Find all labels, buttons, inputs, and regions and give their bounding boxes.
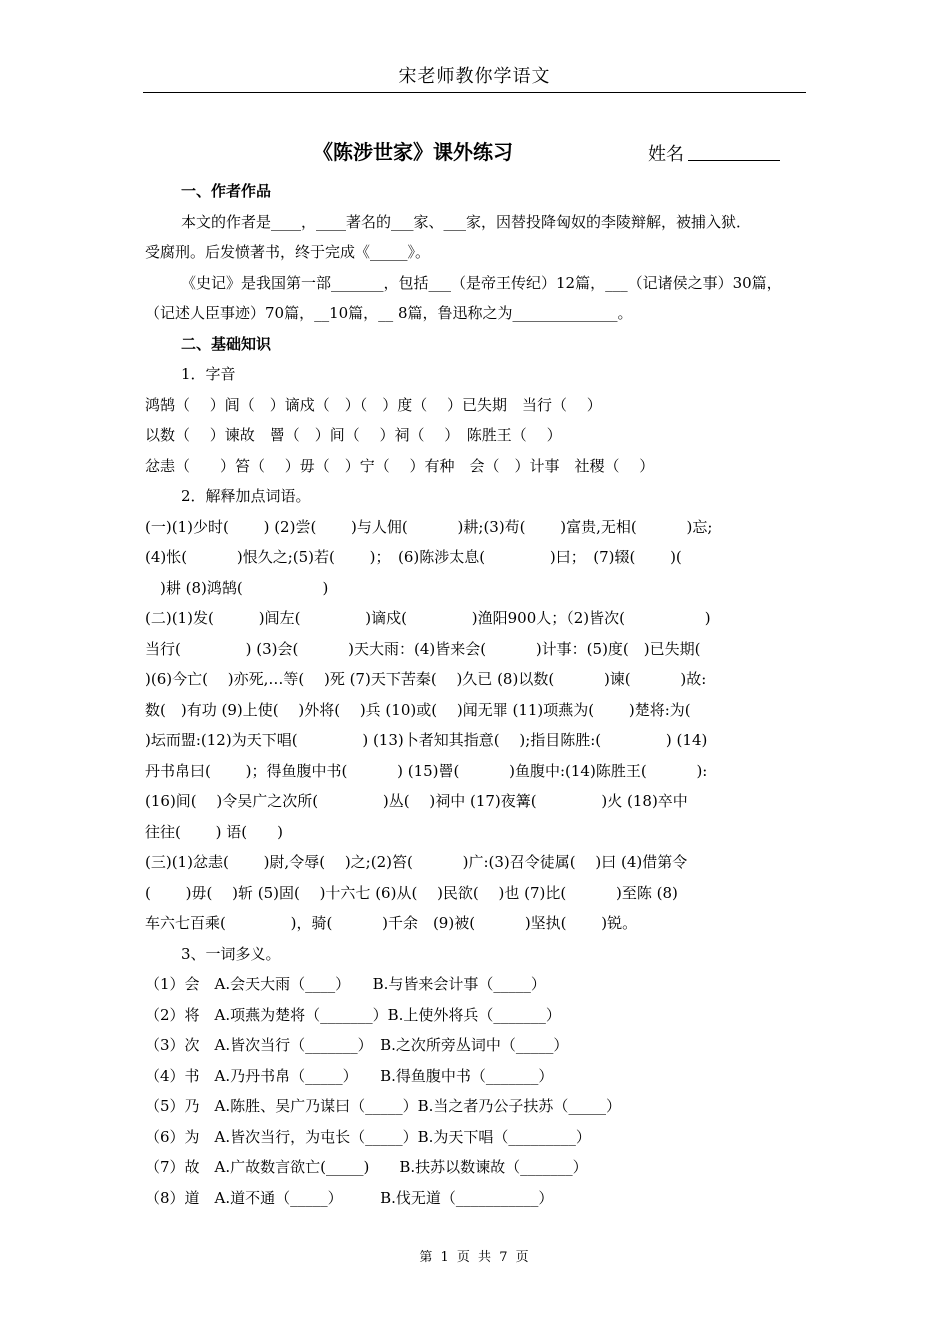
text-line: )坛而盟:(12)为天下唱( ) (13)卜者知其指意( );指目陈胜:( ) (14) [145, 731, 708, 749]
text-line: 车六七百乘( )，骑( )千余 (9)被( )坚执( )锐。 [145, 914, 638, 932]
text-line: 数( )有功 (9)上使( )外将( )兵 (10)或( )闻无罪 (11)项燕为( )楚将:为( [145, 700, 691, 719]
polysemy-item: （7）故 A.广故数言欲亡(_____) B.扶苏以数谏故（_______） [145, 1158, 588, 1176]
polysemy-item: （8）道 A.道不通（_____） B.伐无道（___________） [145, 1188, 554, 1207]
polysemy-item: （5）乃 A.陈胜、吴广乃谋曰（_____）B.当之者乃公子扶苏（_____） [145, 1097, 621, 1115]
page-header: 宋老师教你学语文 [143, 62, 806, 93]
page-footer: 第 1 页 共 7 页 [419, 1250, 531, 1265]
text-line: )耕 (8)鸿鹄( ) [145, 578, 329, 597]
subsection-title: 3、一词多义。 [181, 944, 281, 963]
worksheet-title: 《陈涉世家》课外练习 [313, 140, 513, 164]
name-label: 姓名 [648, 144, 684, 165]
text-line: （记述人臣事迹）70篇，__10篇，__ 8篇，鲁迅称之为______________。 [145, 304, 633, 322]
text-line: 本文的作者是____，____著名的___家、___家，因替投降匈奴的李陵辩解，被捕入狱． [181, 212, 752, 231]
text-line: 以数（ ）谏故 罾（ ）间（ ）祠（ ） 陈胜王（ ） [145, 426, 562, 444]
text-line: (4)怅( )恨久之;(5)若( )； (6)陈涉太息( )曰； (7)辍( )( [145, 548, 682, 566]
subsection-title: 1．字音 [181, 365, 236, 383]
polysemy-item: （4）书 A.乃丹书帛（_____） B.得鱼腹中书（_______） [145, 1066, 554, 1085]
polysemy-item: （1）会 A.会天大雨（____） B.与皆来会计事（_____） [145, 975, 546, 993]
title-row [143, 136, 806, 170]
text-line: (16)间( )令吴广之次所( )丛( )祠中 (17)夜篝( )火 (18)卒中 [145, 792, 688, 810]
text-line: 往往( ) 语( ) [145, 822, 283, 841]
text-line: 丹书帛曰( )；得鱼腹中书( ) (15)罾( )鱼腹中:(14)陈胜王( ): [145, 761, 708, 780]
polysemy-item: （2）将 A.项燕为楚将（_______）B.上使外将兵（_______） [145, 1005, 561, 1024]
text-line: 鸿鹄（ ）闾（ ）谪戍（ ）（ ）度（ ）已失期 当行（ ） [145, 395, 602, 414]
polysemy-item: （6）为 A.皆次当行，为屯长（_____）B.为天下唱（_________） [145, 1127, 591, 1146]
text-line: ( )毋( )斩 (5)固( )十六七 (6)从( )民欲( )也 (7)比( )至陈 (8) [145, 883, 678, 902]
section-heading-author: 一、作者作品 [181, 182, 272, 200]
text-line: 忿恚（ ）笞（ ）毋（ ）宁（ ）有种 会（ ）计事 社稷（ ） [145, 456, 655, 475]
text-line: 《史记》是我国第一部_______，包括___（是帝王传纪）12篇，___（记诸侯之事）30篇， [181, 273, 782, 292]
text-line: )(6)今亡( )亦死,…等( )死 (7)天下苦秦( )久已 (8)以数( )谏( )故: [145, 670, 707, 688]
section-heading-basic: 二、基础知识 [181, 334, 272, 353]
text-line: 受腐刑。后发愤著书，终于完成《_____》。 [145, 243, 431, 261]
polysemy-item: （3）次 A.皆次当行（_______） B.之次所旁丛词中（_____） [145, 1036, 569, 1054]
text-line: (一)(1)少时( ) (2)尝( )与人佣( )耕;(3)苟( )富贵,无相( )忘; [145, 517, 713, 536]
text-line: 当行( ) (3)会( )天大雨：(4)皆来会( )计事：(5)度( )已失期( [145, 639, 701, 658]
name-blank[interactable] [688, 160, 780, 161]
worksheet-body [145, 176, 809, 1213]
subsection-title: 2．解释加点词语。 [181, 487, 311, 505]
text-line: (二)(1)发( )闾左( )谪戍( )渔阳900人；（2)皆次( ) [145, 609, 711, 627]
text-line: (三)(1)忿恚( )尉,令辱( )之;(2)笞( )广:(3)召令徒属( )曰 (4)借第令 [145, 853, 688, 871]
